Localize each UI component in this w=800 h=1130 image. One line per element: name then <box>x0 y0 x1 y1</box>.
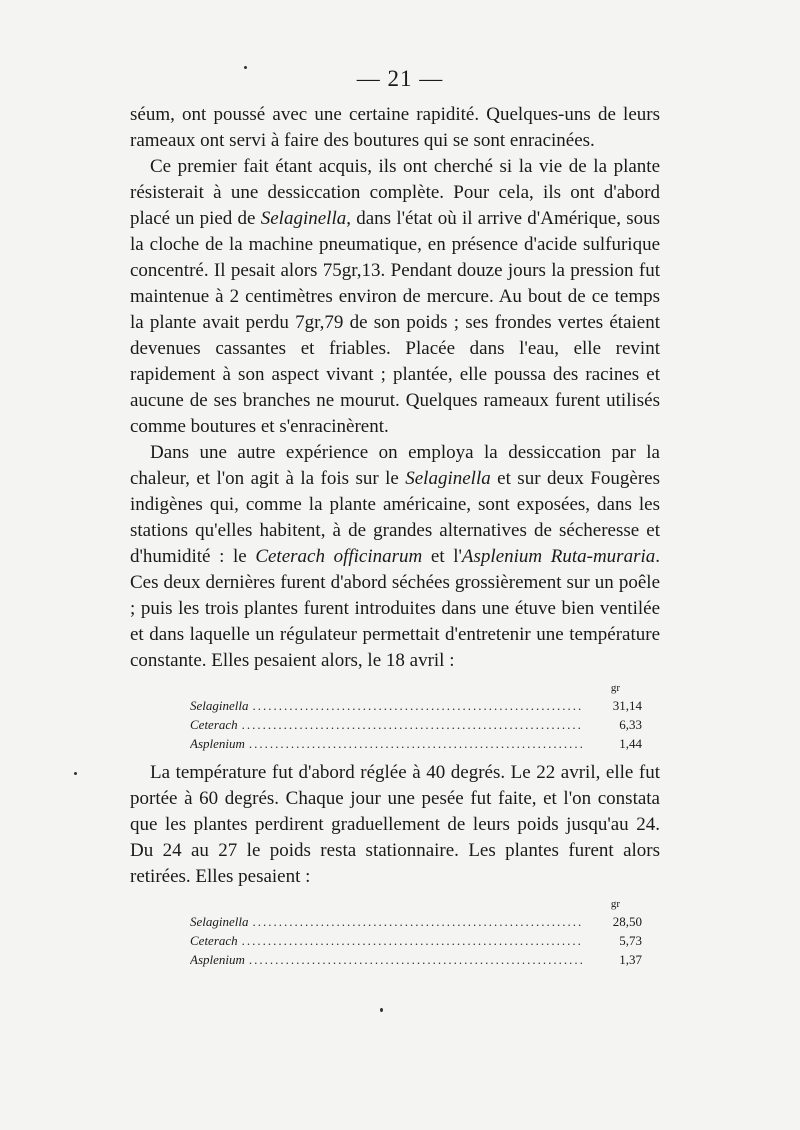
paragraph-3-italic-c: Asplenium Ruta-muraria <box>461 546 656 567</box>
table-row-value: 5,73 <box>619 933 642 948</box>
ink-speck <box>244 66 247 69</box>
page-number: — 21 — <box>356 66 444 91</box>
table-row-value: 28,50 <box>612 914 642 929</box>
table-2-unit: gr <box>610 898 620 910</box>
table-row <box>190 734 642 753</box>
leader-dots <box>253 912 583 931</box>
paragraph-3-text-d: . Ces deux dernières furent d'abord séchées grossièrement sur un poêle ; puis les trois plantes furent introduites dans une étuve bien ventilée et dans laquelle un régulateur permettait d'entretenir une température constante. Elles pesaient alors, le 18 avril : <box>130 546 661 671</box>
table-row-name: Asplenium <box>190 736 245 751</box>
weights-table-april-18 <box>190 680 642 753</box>
ink-speck <box>74 772 77 775</box>
table-row-name: Selaginella <box>190 698 249 713</box>
table-row <box>190 950 642 969</box>
leader-dots <box>249 734 582 753</box>
paragraph-2-italic: Selaginella <box>260 208 347 229</box>
paragraph-3-italic-b: Ceterach officinarum <box>255 546 423 567</box>
paragraph-4-text: La température fut d'abord réglée à 40 degrés. Le 22 avril, elle fut portée à 60 degrés. Chaque jour une pesée fut faite, et l'on constata que les plantes perdirent graduellement de leurs poids jusqu'au 24. Du 24 au 27 le poids resta stationnaire. Les plantes furent alors retirées. Elles pesaient : <box>130 762 660 887</box>
paragraph-1 <box>130 102 660 154</box>
leader-dots <box>242 931 582 950</box>
weights-table-final <box>190 896 642 969</box>
table-row <box>190 931 642 950</box>
table-row-name: Ceterach <box>190 933 238 948</box>
table-row-value: 1,37 <box>619 952 642 967</box>
table-row-value: 1,44 <box>619 736 642 751</box>
paragraph-3-text-a: Dans une autre expérience on employa la dessiccation par la chaleur, et l'on agit à la fois sur le <box>130 442 660 489</box>
table-row-name: Ceterach <box>190 717 238 732</box>
table-row <box>190 912 642 931</box>
paragraph-2-text-b: , dans l'état où il arrive d'Amérique, sous la cloche de la machine pneumatique, en présence d'acide sulfurique concentré. Il pesait alors 75gr,13. Pendant douze jours la pression fut maintenue à 2 centimètres environ de mercure. Au bout de ce temps la plante avait perdu 7gr,79 de son poids ; ses frondes vertes étaient devenues cassantes et friables. Placée dans l'eau, elle revint rapidement à son aspect vivant ; plantée, elle poussa des racines et aucune de ses branches ne mourut. Quelques rameaux furent utilisés comme boutures et s'enracinèrent. <box>130 208 660 437</box>
ink-speck <box>380 1008 383 1012</box>
table-row-value: 31,14 <box>612 698 642 713</box>
leader-dots <box>249 950 582 969</box>
table-row-name: Selaginella <box>190 914 249 929</box>
paragraph-4 <box>130 760 660 890</box>
paragraph-1-text: séum, ont poussé avec une certaine rapidité. Quelques-uns de leurs rameaux ont servi à faire des boutures qui se sont enracinées. <box>130 104 660 151</box>
paragraph-2-text-a: Ce premier fait étant acquis, ils ont cherché si la vie de la plante résisterait à une dessiccation complète. Pour cela, ils ont d'abord placé un pied de <box>130 156 660 229</box>
table-row <box>190 715 642 734</box>
table-1-unit: gr <box>610 682 620 694</box>
table-row <box>190 696 642 715</box>
table-row-value: 6,33 <box>619 717 642 732</box>
table-row-name: Asplenium <box>190 952 245 967</box>
paragraph-3-text-b: et sur deux Fougères indigènes qui, comme la plante américaine, sont exposées, dans les stations qu'elles habitent, à de grandes alternatives de sécheresse et d'humidité : le <box>130 468 660 567</box>
paragraph-2 <box>130 154 660 440</box>
paragraph-3 <box>130 440 660 674</box>
leader-dots <box>242 715 582 734</box>
paragraph-3-italic-a: Selaginella <box>405 468 491 489</box>
paragraph-3-text-c: et l' <box>422 546 462 567</box>
leader-dots <box>253 696 583 715</box>
